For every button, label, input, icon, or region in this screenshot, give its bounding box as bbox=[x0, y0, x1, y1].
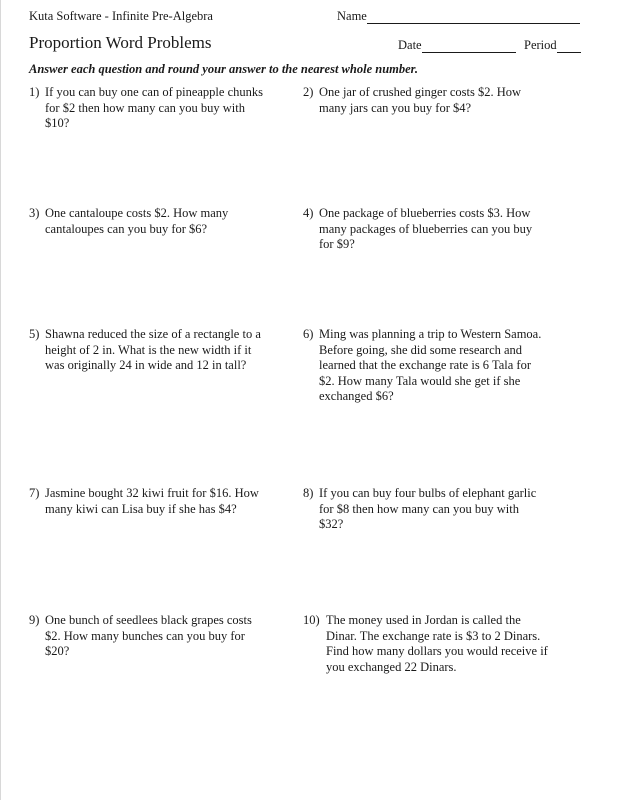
problem-text: The money used in Jordan is called the Dinar. The exchange rate is $3 to 2 Dinars. Find how many dollars you would receive if you exchanged 22 Dinars. bbox=[326, 613, 548, 674]
problem-1 bbox=[29, 85, 294, 132]
name-field bbox=[337, 9, 580, 24]
problem-4 bbox=[303, 206, 593, 253]
problem-text: One bunch of seedlees black grapes costs $2. How many bunches can you buy for $20? bbox=[45, 613, 252, 658]
problem-number: 6) bbox=[303, 327, 314, 341]
problem-5 bbox=[29, 327, 294, 374]
software-source-label: Kuta Software - Infinite Pre-Algebra bbox=[29, 9, 213, 23]
problem-text: One cantaloupe costs $2. How many cantaloupes can you buy for $6? bbox=[45, 206, 229, 236]
problem-number: 7) bbox=[29, 486, 40, 500]
period-blank-line bbox=[557, 39, 581, 53]
problem-text: One package of blueberries costs $3. How many packages of blueberries can you buy for $9? bbox=[319, 206, 533, 251]
problem-text: Ming was planning a trip to Western Samoa. Before going, she did some research and learned that the exchange rate is 6 Tala for $2. How many Tala would she get if she exchanged $6? bbox=[319, 327, 542, 403]
date-blank-line bbox=[422, 39, 516, 53]
problem-2 bbox=[303, 85, 593, 116]
period-field bbox=[524, 38, 581, 53]
problem-number: 4) bbox=[303, 206, 314, 220]
date-label: Date bbox=[398, 38, 422, 52]
problem-8 bbox=[303, 486, 593, 533]
name-label: Name bbox=[337, 9, 367, 23]
problem-number: 8) bbox=[303, 486, 314, 500]
instructions: Answer each question and round your answer to the nearest whole number. bbox=[29, 62, 418, 76]
problem-10 bbox=[303, 613, 593, 675]
problem-7 bbox=[29, 486, 294, 517]
problem-text: One jar of crushed ginger costs $2. How many jars can you buy for $4? bbox=[319, 85, 522, 115]
name-blank-line bbox=[367, 10, 580, 24]
problem-3 bbox=[29, 206, 294, 237]
problem-text: Shawna reduced the size of a rectangle to a height of 2 in. What is the new width if it was originally 24 in wide and 12 in tall? bbox=[45, 327, 261, 372]
date-field bbox=[398, 38, 516, 53]
problem-number: 1) bbox=[29, 85, 40, 99]
problem-number: 9) bbox=[29, 613, 40, 627]
problem-text: If you can buy four bulbs of elephant garlic for $8 then how many can you buy with $32? bbox=[319, 486, 537, 531]
problem-number: 3) bbox=[29, 206, 40, 220]
problem-number: 2) bbox=[303, 85, 314, 99]
worksheet-title: Proportion Word Problems bbox=[29, 33, 212, 52]
problem-number: 5) bbox=[29, 327, 40, 341]
problem-6 bbox=[303, 327, 593, 405]
problem-9 bbox=[29, 613, 294, 660]
problem-text: Jasmine bought 32 kiwi fruit for $16. How many kiwi can Lisa buy if she has $4? bbox=[45, 486, 259, 516]
period-label: Period bbox=[524, 38, 557, 52]
problem-number: 10) bbox=[303, 613, 320, 627]
problem-text: If you can buy one can of pineapple chunks for $2 then how many can you buy with $10? bbox=[45, 85, 263, 130]
